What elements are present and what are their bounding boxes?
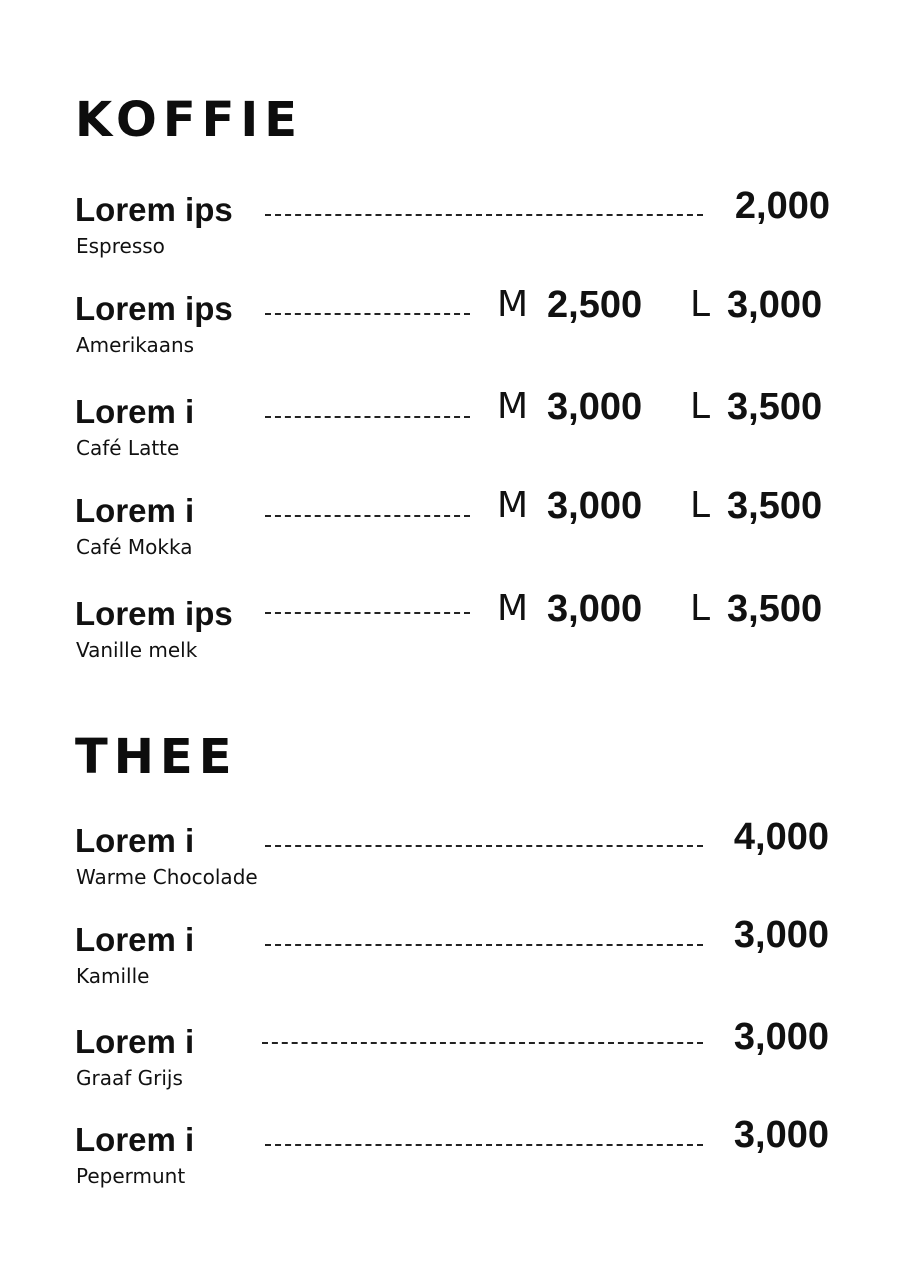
menu-item <box>0 914 905 1000</box>
section-title-koffie: KOFFIE <box>75 92 304 148</box>
item-name: Lorem ips <box>75 290 233 327</box>
item-name: Lorem ips <box>75 595 233 632</box>
size-label-l: L <box>690 485 711 526</box>
menu-item <box>0 284 905 369</box>
item-name: Lorem i <box>75 1023 195 1060</box>
item-subtitle: Café Latte <box>76 436 180 460</box>
menu-item <box>0 816 905 901</box>
dotted-leader <box>265 845 703 847</box>
price-medium: 3,000 <box>547 485 643 527</box>
dotted-leader <box>265 214 703 216</box>
item-subtitle: Pepermunt <box>76 1164 186 1188</box>
item-subtitle: Espresso <box>76 234 165 258</box>
dotted-leader <box>265 1144 703 1146</box>
item-price: 3,000 <box>733 1016 829 1058</box>
item-name: Lorem i <box>75 1121 195 1158</box>
item-name: Lorem ips <box>75 191 233 228</box>
dotted-leader <box>265 416 470 418</box>
price-medium: 3,000 <box>547 386 643 428</box>
price-medium: 2,500 <box>547 284 643 326</box>
menu-item <box>0 485 905 571</box>
dotted-leader <box>262 1042 703 1044</box>
size-label-m: M <box>497 284 529 325</box>
dotted-leader <box>265 313 470 315</box>
size-label-m: M <box>497 485 529 526</box>
item-name: Lorem i <box>75 492 195 529</box>
dotted-leader <box>265 612 470 614</box>
dotted-leader <box>265 515 470 517</box>
dotted-leader <box>265 944 703 946</box>
item-price: 4,000 <box>733 816 829 858</box>
item-name: Lorem i <box>75 393 195 430</box>
item-price: 2,000 <box>734 185 830 227</box>
item-subtitle: Vanille melk <box>76 638 198 662</box>
item-subtitle: Warme Chocolade <box>76 865 258 889</box>
price-medium: 3,000 <box>547 588 643 630</box>
menu-item <box>0 1016 905 1102</box>
menu-item <box>0 185 905 270</box>
item-name: Lorem i <box>75 822 195 859</box>
size-label-l: L <box>690 284 711 325</box>
item-price: 3,000 <box>733 1114 829 1156</box>
item-price: 3,000 <box>733 914 829 956</box>
price-large: 3,500 <box>727 485 823 527</box>
size-label-m: M <box>497 386 529 427</box>
size-label-l: L <box>690 588 711 629</box>
item-name: Lorem i <box>75 921 195 958</box>
menu-item <box>0 588 905 674</box>
price-large: 3,500 <box>727 386 823 428</box>
size-label-m: M <box>497 588 529 629</box>
item-subtitle: Kamille <box>76 964 150 988</box>
item-subtitle: Graaf Grijs <box>76 1066 183 1090</box>
section-title-thee: THEE <box>75 729 238 785</box>
price-large: 3,500 <box>727 588 823 630</box>
size-label-l: L <box>690 386 711 427</box>
price-large: 3,000 <box>727 284 823 326</box>
menu-item <box>0 386 905 472</box>
item-subtitle: Amerikaans <box>76 333 195 357</box>
item-subtitle: Café Mokka <box>76 535 193 559</box>
menu-item <box>0 1114 905 1200</box>
